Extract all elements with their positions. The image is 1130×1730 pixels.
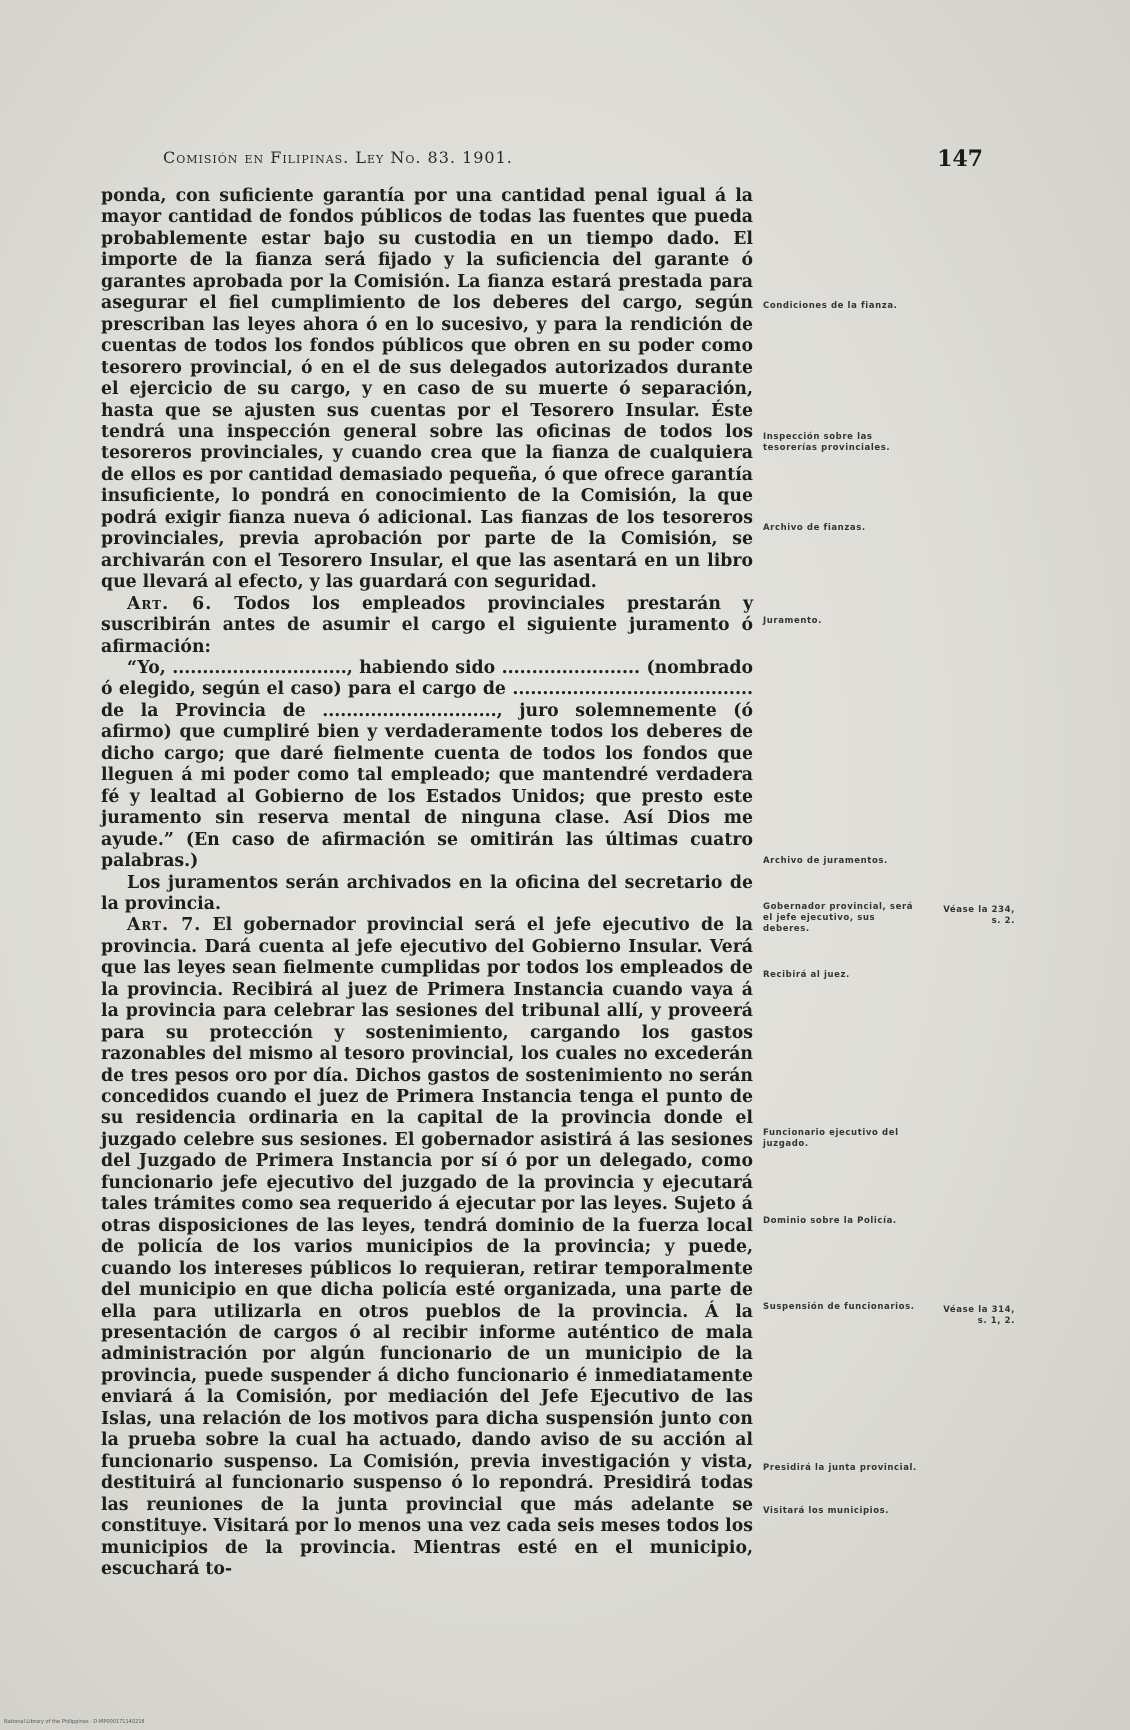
article-text: Todos los empleados provinciales prestarán y suscribirán antes de asumir el cargo el siguiente juramento ó afirmación: <box>101 593 753 657</box>
article-label: Art. 7. <box>127 915 202 936</box>
side-note: Archivo de juramentos. <box>763 856 888 866</box>
side-note: Juramento. <box>763 616 822 626</box>
side-note: Funcionario ejecutivo del juzgado. <box>763 1128 899 1149</box>
side-note: Gobernador provincial, será el jefe ejecutivo, sus deberes. <box>763 902 914 934</box>
article-text: El gobernador provincial será el jefe ejecutivo de la provincia. Dará cuenta al jefe ejecutivo del Gobierno Insular. Verá que las leyes sean fielmente cumplidas por todos los empleados de la provincia. Recibirá al juez de Primera Instancia cuando vaya á la provincia para celebrar las sesiones del tribunal allí, y proveerá para su protección y sostenimiento, cargando los gastos razonables del mismo al tesoro provincial, los cuales no excederán de tres pesos oro por día. Dichos gastos de sostenimiento no serán concedidos cuando el juez de Primera Instancia tenga el punto de su residencia ordinaria en la capital de la provincia donde el juzgado celebre sus sesiones. El gobernador asistirá á las sesiones del Juzgado de Primera Instancia por sí ó por un delegado, como funcionario jefe ejecutivo del juzgado de la provincia y ejecutará tales trámites como sea requerido á ejecutar por las leyes. Sujeto á otras disposiciones de las leyes, tendrá dominio de la fuerza local de policía de los varios municipios de la provincia; y puede, cuando los intereses públicos lo requieran, retirar temporalmente del municipio en que dicha policía esté organizada, una parte de ella para utilizarla en otros pueblos de la provincia. Á la presentación de cargos ó al recibir informe auténtico de mala administración por algún funcionario de un municipio de la provincia, puede suspender á dicho funcionario é inmediatamente enviará á la Comisión, por mediación del Jefe Ejecutivo de las Islas, una relación de los motivos para dicha suspensión junto con la prueba sobre la cual ha actuado, dando aviso de su acción al funcionario suspenso. La Comisión, previa investigación y vista, destituirá al funcionario suspenso ó lo repondrá. Presidirá todas las reuniones de la junta provincial que más adelante se constituye. Visitará por lo menos una vez cada seis meses todos los municipios de la provincia. Mientras esté en el municipio, escuchará to- <box>101 915 753 1579</box>
side-note: Presidirá la junta provincial. <box>763 1463 917 1473</box>
paragraph-oath: “Yo, ............................., habiendo sido ....................... (nombrado ó elegido, según el caso) para el cargo de ........................................ de la Provincia de ............................., juro solemnemente (ó afirmo) que cumpliré bien y verdaderamente todos los deberes de dicho cargo; que daré fielmente cuenta de todos los fondos que lleguen á mi poder como tal empleado; que mantendré verdadera fé y lealtad al Gobierno de los Estados Unidos; que presto este juramento sin reserva mental de ninguna clase. Así Dios me ayude.” (En caso de afirmación se omitirán las últimas cuatro palabras.) <box>101 657 753 872</box>
side-note: Visitará los municipios. <box>763 1506 890 1516</box>
page-header <box>163 146 983 186</box>
side-note: Dominio sobre la Policía. <box>763 1216 897 1226</box>
side-note: Recibirá al juez. <box>763 970 850 980</box>
archive-footer: National Library of the Philippines · D-MP000171140218 <box>4 1719 145 1725</box>
cross-reference: Véase la 314, s. 1, 2. <box>943 1305 1015 1326</box>
running-head: Comisión en Filipinas. Ley No. 83. 1901. <box>163 148 513 167</box>
side-note: Condiciones de la fianza. <box>763 301 898 311</box>
paragraph-article-7 <box>101 915 753 1580</box>
side-note: Archivo de fianzas. <box>763 523 866 533</box>
body-text <box>101 186 753 1580</box>
side-note: Suspensión de funcionarios. <box>763 1302 915 1312</box>
paragraph-article-6 <box>101 594 753 658</box>
side-note: Inspección sobre las tesorerías provinciales. <box>763 432 891 453</box>
cross-reference: Véase la 234, s. 2. <box>943 905 1015 926</box>
paragraph-bond: ponda, con suficiente garantía por una cantidad penal igual á la mayor cantidad de fondos públicos de todas las fuentes que pueda probablemente estar bajo su custodia en un tiempo dado. El importe de la fianza será fijado y la suficiencia del garante ó garantes aprobada por la Comisión. La fianza estará prestada para asegurar el fiel cumplimiento de los deberes del cargo, según prescriban las leyes ahora ó en lo sucesivo, y para la rendición de cuentas de todos los fondos públicos que obren en su poder como tesorero provincial, ó en el de sus delegados autorizados durante el ejercicio de su cargo, y en caso de su muerte ó separación, hasta que se ajusten sus cuentas por el Tesorero Insular. Éste tendrá una inspección general sobre las oficinas de todos los tesoreros provinciales, y cuando crea que la fianza de cualquiera de ellos es por cantidad demasiado pequeña, ó que ofrece garantía insuficiente, lo pondrá en conocimiento de la Comisión, la que podrá exigir fianza nueva ó adicional. Las fianzas de los tesoreros provinciales, previa aprobación por parte de la Comisión, se archivarán con el Tesorero Insular, el que las asentará en un libro que llevará al efecto, y las guardará con seguridad. <box>101 186 753 593</box>
article-label: Art. 6. <box>127 593 213 614</box>
page-number: 147 <box>937 146 983 172</box>
paragraph-oath-filing: Los juramentos serán archivados en la oficina del secretario de la provincia. <box>101 872 753 914</box>
